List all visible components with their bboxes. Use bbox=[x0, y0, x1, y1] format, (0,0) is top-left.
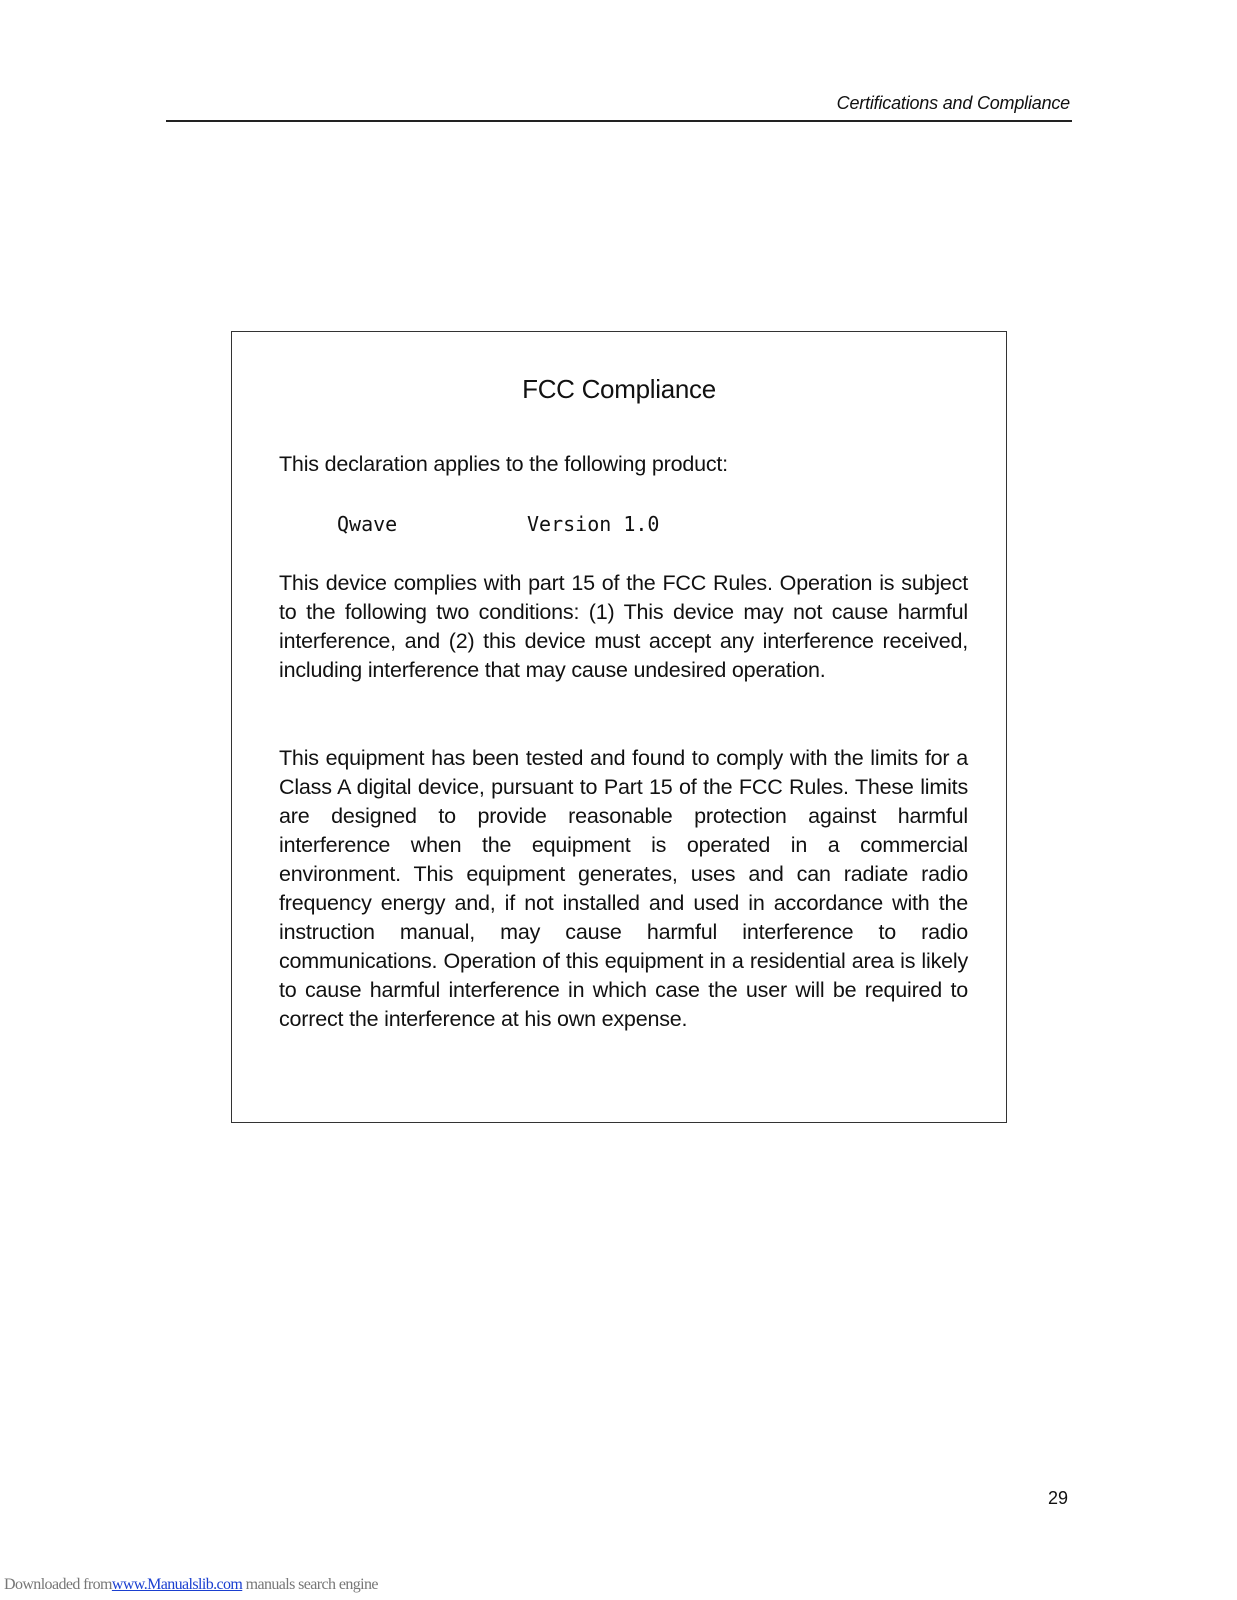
fcc-compliance-box bbox=[231, 331, 1007, 1123]
running-header bbox=[166, 90, 1072, 122]
product-version: Version 1.0 bbox=[527, 512, 660, 536]
box-title: FCC Compliance bbox=[522, 374, 716, 404]
footer-prefix: Downloaded from bbox=[4, 1576, 112, 1593]
paragraph-class-a: This equipment has been tested and found to comply with the limits for a Class A digital device, pursuant to Part 15 of the FCC Rules. These limits are designed to provide reasonable protection against harmful interference when the equipment is operated in a commercial environment. This equipment generates, uses and can radiate radio frequency energy and, if not installed and used in accordance with the instruction manual, may cause harmful interference to radio communications. Operation of this equipment in a residential area is likely to cause harmful interference in which case the user will be required to correct the interference at his own expense. bbox=[279, 746, 968, 1031]
declaration-intro: This declaration applies to the following product: bbox=[279, 452, 728, 476]
product-name: Qwave bbox=[337, 512, 398, 536]
paragraph-conditions: This device complies with part 15 of the FCC Rules. Operation is subject to the following two conditions: (1) This device may not cause harmful interference, and (2) this device must accept any interference received, including interference that may cause undesired operation. bbox=[279, 571, 968, 682]
page-number: 29 bbox=[1048, 1488, 1069, 1508]
download-footer bbox=[4, 1576, 378, 1594]
section-title: Certifications and Compliance bbox=[836, 93, 1070, 113]
manualslib-link[interactable]: www.Manualslib.com bbox=[111, 1576, 243, 1593]
footer-suffix: manuals search engine bbox=[242, 1576, 378, 1593]
